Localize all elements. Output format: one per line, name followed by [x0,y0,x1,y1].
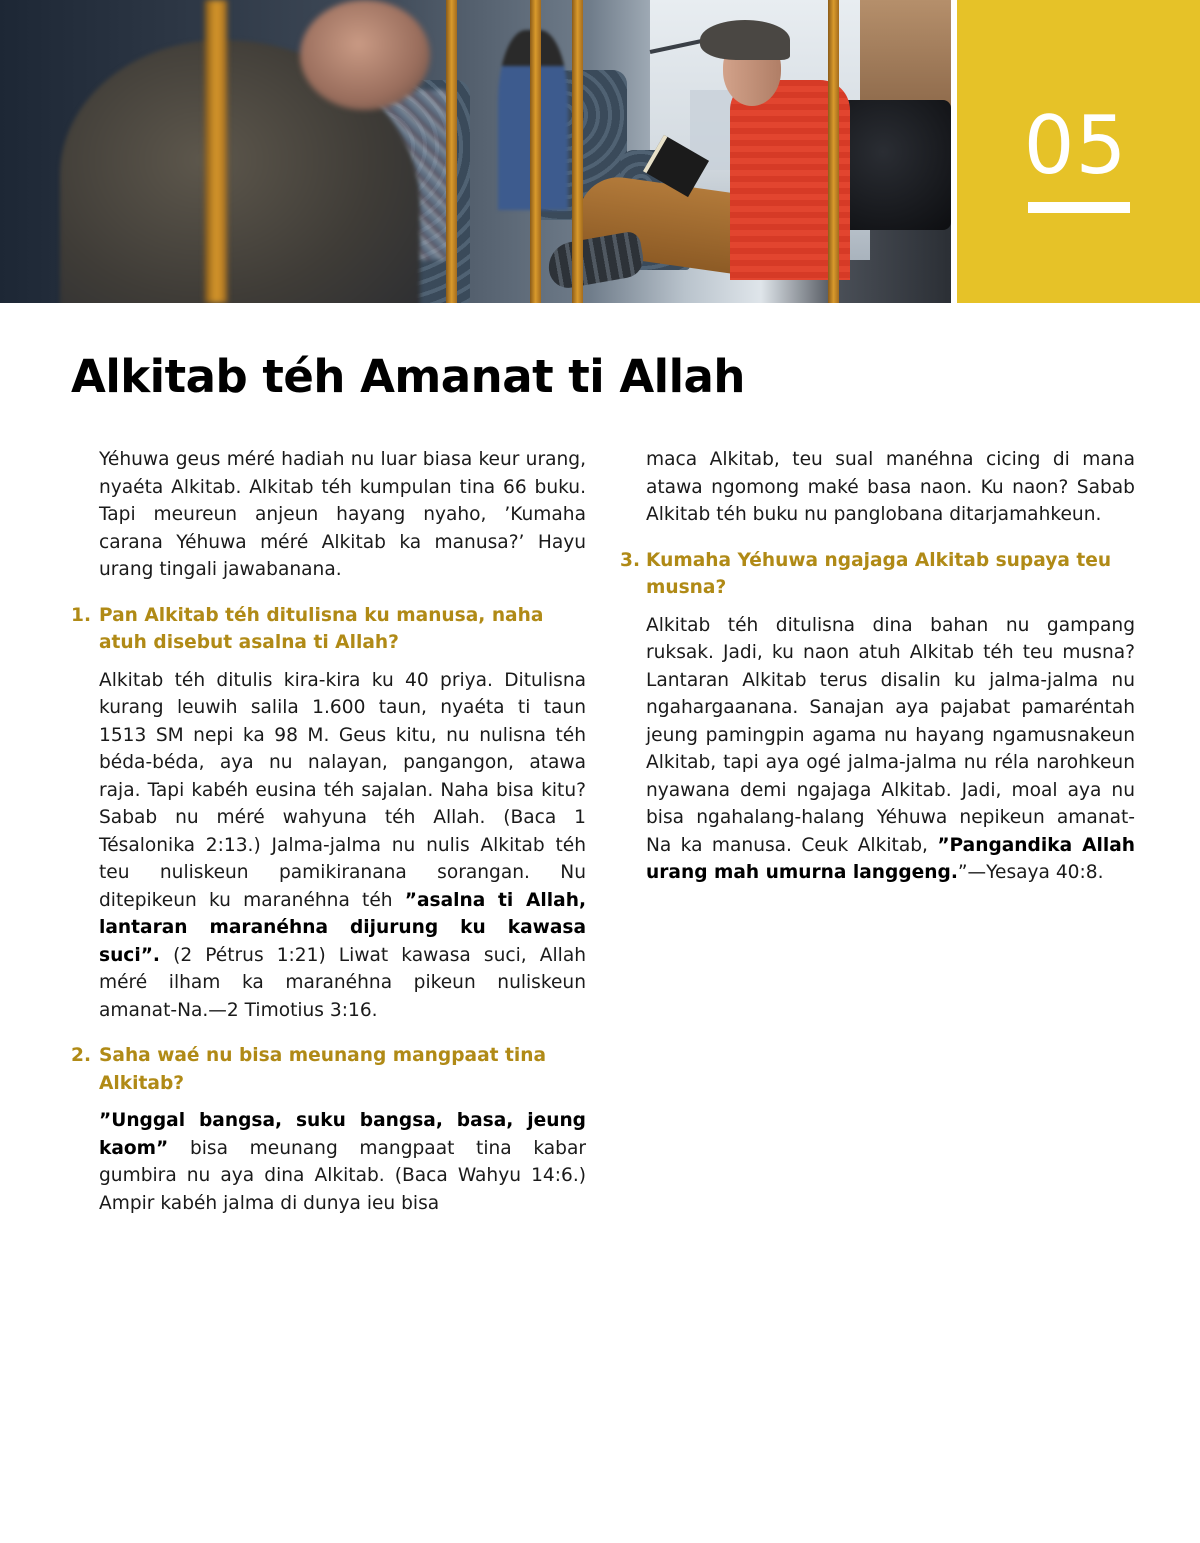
question-text: Kumaha Yéhuwa ngajaga Alkitab supaya teu musna? [646,549,1112,598]
reader-shoe [545,230,646,291]
question-number: 3. [620,549,641,571]
page-title: Alkitab téh Amanat ti Allah [71,350,745,403]
foreground-passenger-head [300,0,430,110]
answer-2-continued: maca Alkitab, teu sual manéhna cicing di mana atawa ngomong maké basa naon. Ku naon? Sabab Alkitab téh buku nu panglobana ditarjamahkeun. [646,449,1135,525]
answer-1 [71,667,586,1025]
scripture-quote: ”Unggal bangsa, suku bangsa, basa, jeung kaom” [99,1110,586,1159]
reader-cap [700,20,790,60]
answer-text: ”—Yesaya 40:8. [957,862,1104,883]
grab-pole [205,0,227,303]
question-2 [71,1042,586,1097]
banner-photo [0,0,951,303]
question-text: Saha waé nu bisa meunang mangpaat tina Alkitab? [99,1045,547,1094]
question-1 [71,602,586,657]
question-number: 2. [71,1045,92,1066]
grab-pole [446,0,457,303]
intro-paragraph: Yéhuwa geus méré hadiah nu luar biasa keur urang, nyaéta Alkitab. Alkitab téh kumpulan tina 66 buku. Tapi meureun anjeun hayang nyaho, ’Kumaha carana Yéhuwa méré Alkitab ka manusa?’ Hayu urang tingali jawabanana. [99,449,586,580]
lesson-number-panel [957,0,1200,303]
answer-3 [620,612,1135,887]
lesson-number-underline [1028,202,1130,213]
grab-pole [572,0,583,303]
lesson-number: 05 [1023,99,1128,192]
standing-passenger-coat [860,0,951,110]
grab-pole [828,0,839,303]
answer-text: bisa meunang mangpaat tina kabar gumbira nu aya dina Alkitab. (Baca Wahyu 14:6.) Ampir kabéh jalma di dunya ieu bisa [99,1137,586,1214]
answer-2 [71,1107,586,1217]
right-column [620,446,1135,887]
question-number: 1. [71,604,92,626]
grab-pole [530,0,541,303]
question-3 [620,547,1135,602]
question-text: Pan Alkitab téh ditulisna ku manusa, naha atuh disebut asalna ti Allah? [99,604,544,653]
left-column [71,446,586,1217]
scripture-quote: ”Pangandika Allah urang mah umurna langgeng. [646,834,1136,883]
answer-text: (2 Pétrus 1:21) Liwat kawasa suci, Allah méré ilham ka maranéhna pikeun nuliskeun amanat-Na.—2 Timotius 3:16. [99,944,586,1021]
handbag [838,100,951,230]
answer-text: Alkitab téh ditulis kira-kira ku 40 priya. Ditulisna kurang leuwih salila 1.600 taun, nyaéta ti taun 1513 SM nepi ka 98 M. Geus kitu, nu nulisna téh béda-béda, aya nu nalayan, pangangon, atawa raja. Tapi kabéh eusina téh sajalan. Naha bisa kitu? Sabab nu méré wahyuna téh Allah. (Baca 1 Tésalonika 2:13.) Jalma-jalma nu nulis Alkitab téh teu nuliskeun pamikiranana sorangan. Nu ditepikeun ku maranéhna téh [99,669,586,911]
scripture-quote: ”asalna ti Allah, lantaran maranéhna dijurung ku kawasa suci”. [99,889,587,966]
answer-text: Alkitab téh ditulisna dina bahan nu gampang ruksak. Jadi, ku naon atuh Alkitab téh teu musna? Lantaran Alkitab terus disalin ku jalma-jalma nu ngahargaanana. Sanajan aya pajabat pamaréntah jeung pamingpin agama nu hayang ngamusnakeun Alkitab, tapi aya ogé jalma-jalma nu réla narohkeun nyawana demi ngajaga Alkitab. Jadi, moal aya nu bisa ngahalang-halang Yéhuwa nepikeun amanat-Na ka manusa. Ceuk Alkitab, [646,614,1135,856]
